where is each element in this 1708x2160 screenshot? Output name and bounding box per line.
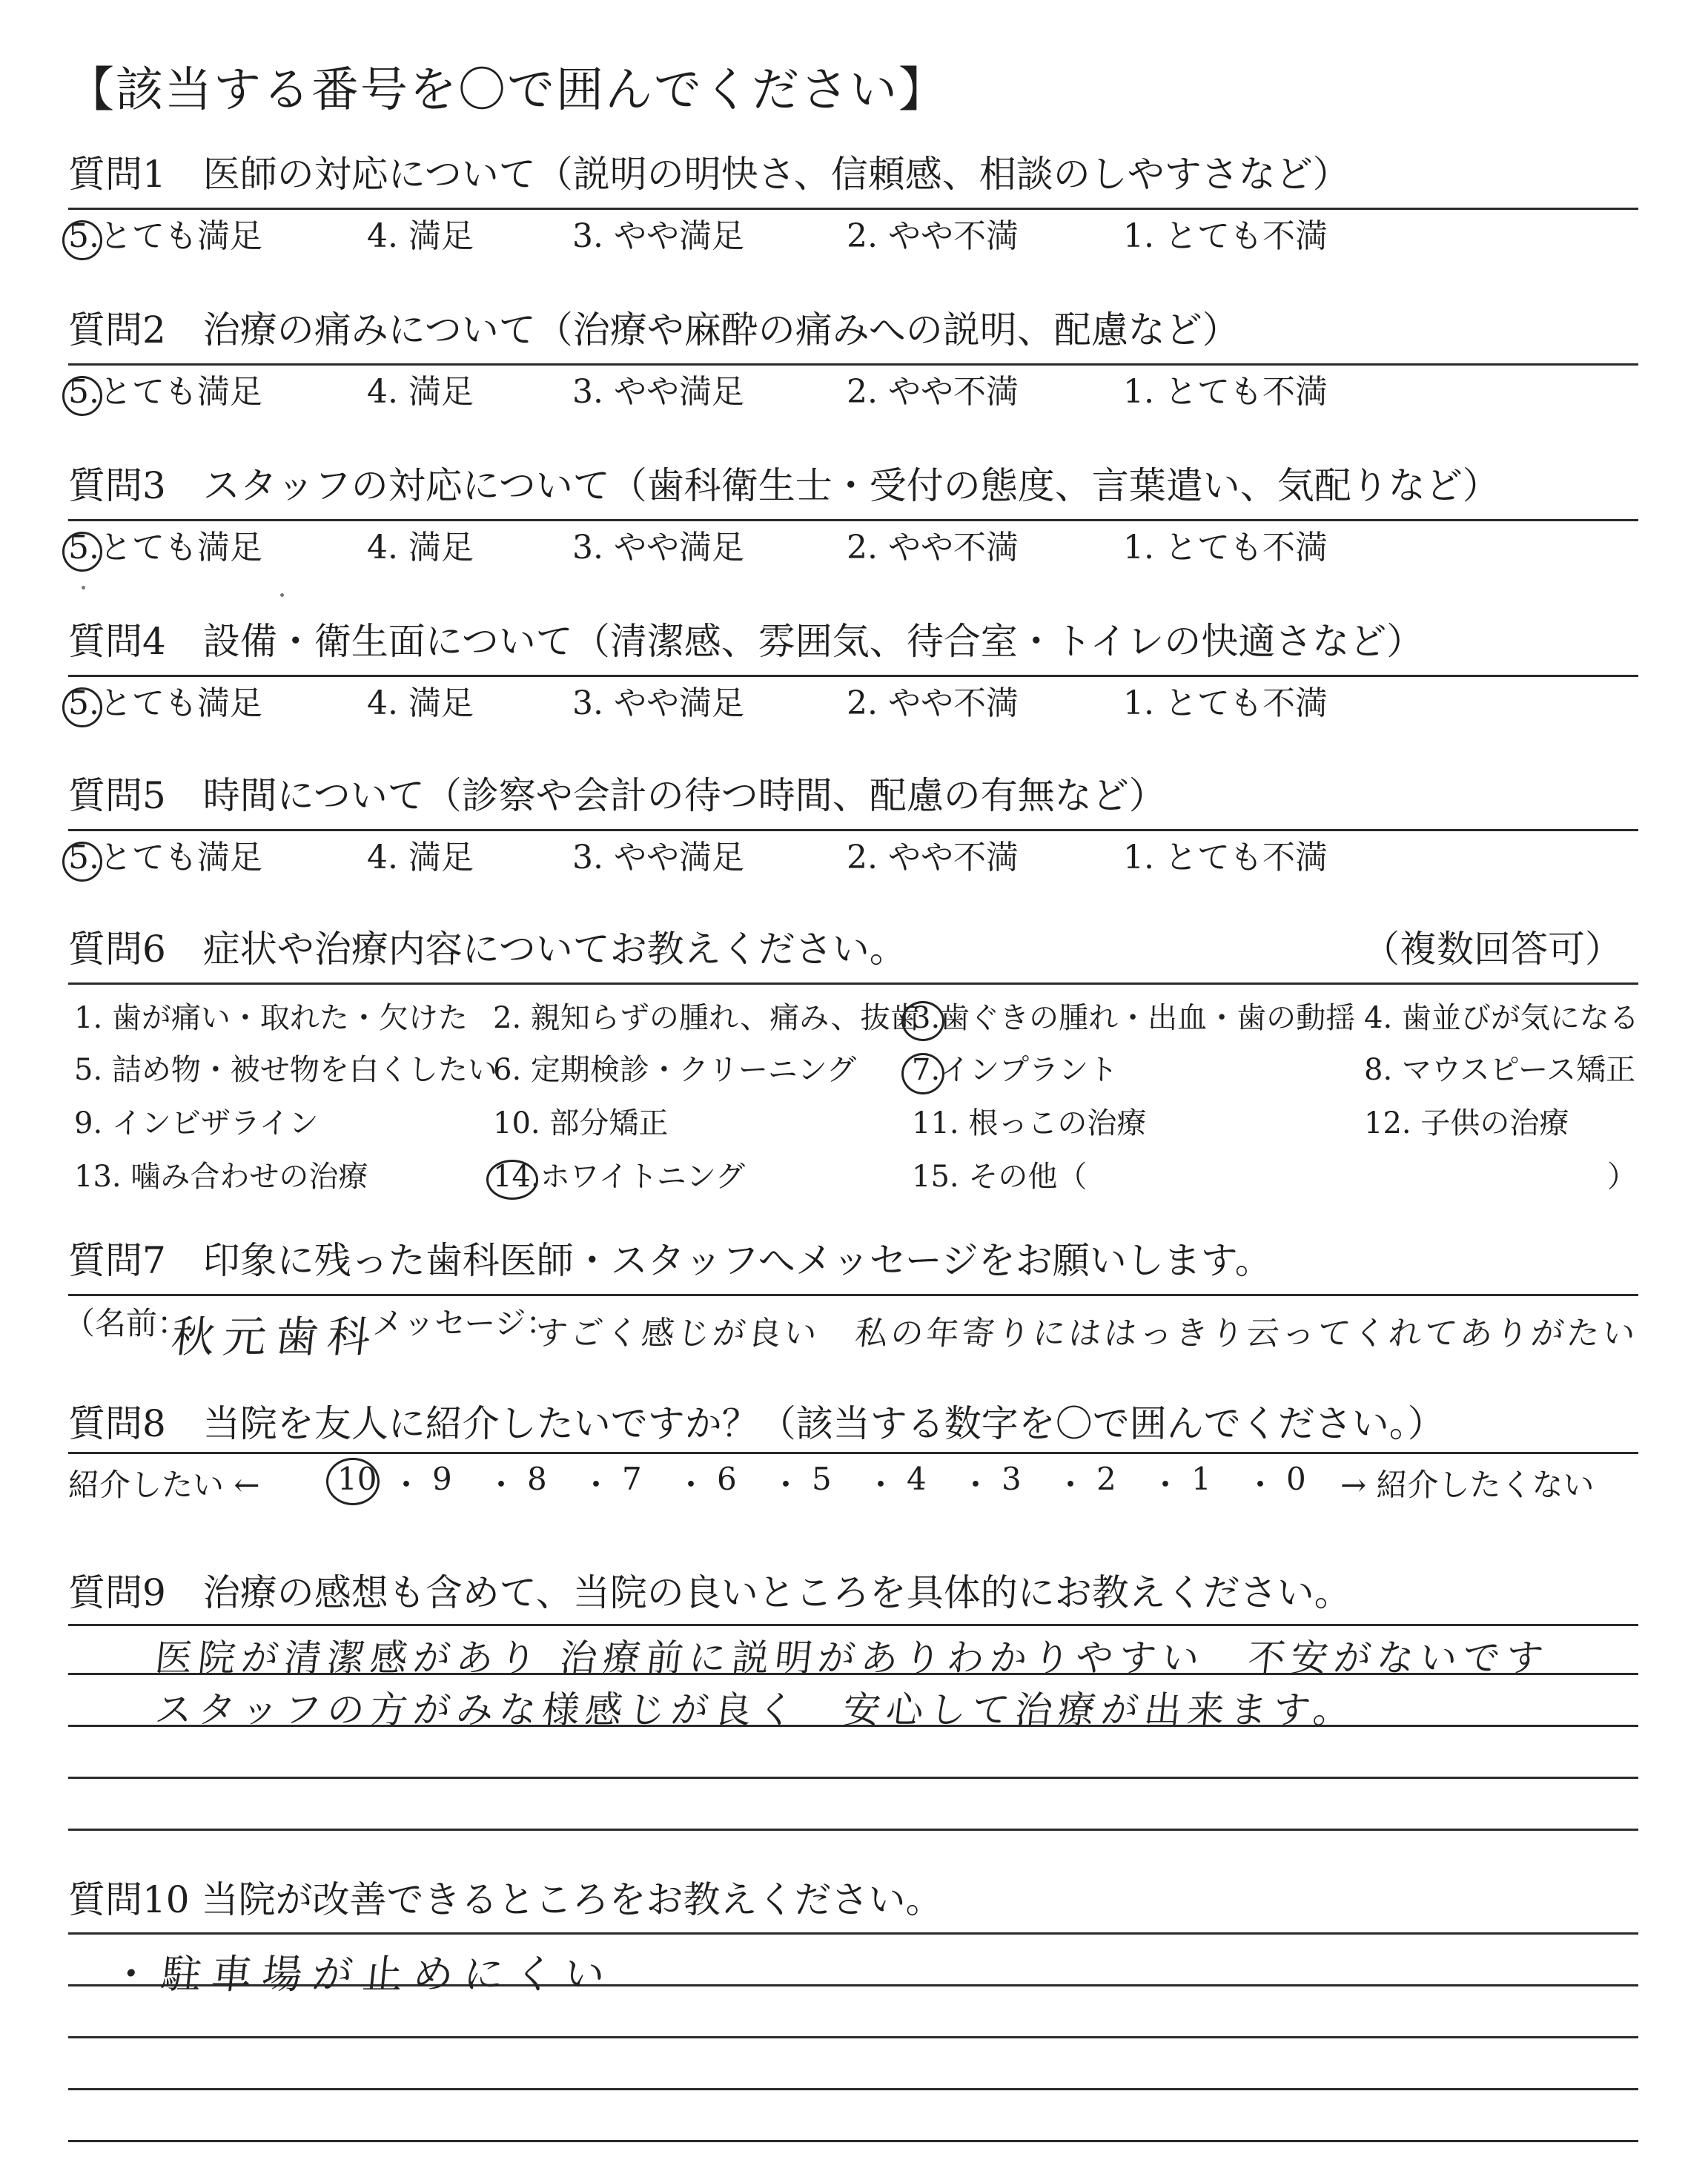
q7-message-label: メッセージ： xyxy=(372,1305,557,1341)
q3-selected-circle xyxy=(62,532,102,572)
q8-scale-separator: ・ xyxy=(960,1467,992,1503)
q8-scale-0[interactable]: 0 xyxy=(1286,1461,1306,1497)
q6-option-3[interactable]: 3.歯ぐきの腫れ・出血・歯の動揺 xyxy=(912,1001,1356,1035)
q2-option-4[interactable]: 4. 満足 xyxy=(367,373,474,411)
form-title: 【該当する番号を〇で囲んでください】 xyxy=(67,63,947,118)
q8-scale-5[interactable]: 5 xyxy=(812,1461,832,1497)
q4-option-4[interactable]: 4. 満足 xyxy=(367,684,474,722)
q8-scale-separator: ・ xyxy=(1245,1467,1277,1503)
q6-option-14[interactable]: 14.ホワイトニング xyxy=(493,1160,746,1194)
q6-option-1[interactable]: 1. 歯が痛い・取れた・欠けた xyxy=(74,1001,468,1035)
q2-option-5[interactable]: 5.とても満足 xyxy=(68,373,262,411)
q1-selected-circle xyxy=(62,220,102,260)
q1-option-3[interactable]: 3. やや満足 xyxy=(572,217,744,255)
q6-option-2[interactable]: 2. 親知らずの腫れ、痛み、抜歯 xyxy=(493,1001,920,1035)
q2-selected-circle xyxy=(62,376,102,416)
q1-option-5[interactable]: 5.とても満足 xyxy=(68,217,262,255)
q7-rule xyxy=(68,1294,1638,1296)
q5-rule xyxy=(68,829,1638,831)
q6-option-16[interactable]: ） xyxy=(1607,1160,1637,1194)
q2-option-1[interactable]: 1. とても不満 xyxy=(1123,373,1328,411)
q8-scale-1[interactable]: 1 xyxy=(1191,1461,1211,1497)
q6-selected-circle-3 xyxy=(901,1001,944,1041)
q1-label: 質問1 医師の対応について（説明の明快さ、信頼感、相談のしやすさなど） xyxy=(68,153,1350,196)
q4-selected-circle xyxy=(62,687,102,727)
q6-label: 質問6 症状や治療内容についてお教えください。 xyxy=(68,928,907,971)
q4-option-1[interactable]: 1. とても不満 xyxy=(1123,684,1328,722)
q2-label: 質問2 治療の痛みについて（治療や麻酔の痛みへの説明、配慮など） xyxy=(68,308,1239,351)
q9-line xyxy=(68,1624,1638,1626)
q3-option-1[interactable]: 1. とても不満 xyxy=(1123,529,1328,567)
q8-left-label: 紹介したい ← xyxy=(68,1467,260,1503)
q3-label: 質問3 スタッフの対応について（歯科衛生士・受付の態度、言葉遣い、気配りなど） xyxy=(68,464,1500,507)
q6-option-5[interactable]: 5. 詰め物・被せ物を白くしたい xyxy=(74,1053,497,1087)
q1-option-2[interactable]: 2. やや不満 xyxy=(847,217,1019,255)
q6-note: （複数回答可） xyxy=(1363,928,1622,971)
q5-selected-circle xyxy=(62,842,102,882)
q6-option-6[interactable]: 6. 定期検診・クリーニング xyxy=(493,1053,857,1087)
q4-option-5[interactable]: 5.とても満足 xyxy=(68,684,262,722)
q5-option-1[interactable]: 1. とても不満 xyxy=(1123,839,1328,876)
q8-scale-separator: ・ xyxy=(486,1467,517,1503)
q6-option-10[interactable]: 10. 部分矯正 xyxy=(493,1106,669,1140)
q4-option-2[interactable]: 2. やや不満 xyxy=(847,684,1019,722)
q9-answer-line-2[interactable]: スタッフの方がみな様感じが良く 安心して治療が出来ます。 xyxy=(153,1688,1359,1731)
q6-option-15[interactable]: 15. その他（ xyxy=(912,1160,1088,1194)
q8-scale-separator: ・ xyxy=(1055,1467,1087,1503)
q4-rule xyxy=(68,675,1638,677)
q6-option-12[interactable]: 12. 子供の治療 xyxy=(1364,1106,1569,1140)
q2-rule xyxy=(68,363,1638,366)
q10-label: 質問10 当院が改善できるところをお教えください。 xyxy=(68,1878,943,1921)
q6-option-4[interactable]: 4. 歯並びが気になる xyxy=(1364,1001,1639,1035)
q8-rule xyxy=(68,1452,1638,1454)
q9-label: 質問9 治療の感想も含めて、当院の良いところを具体的にお教えください。 xyxy=(68,1571,1351,1614)
q8-scale-7[interactable]: 7 xyxy=(622,1461,642,1497)
q1-rule xyxy=(68,208,1638,210)
q9-line xyxy=(68,1829,1638,1831)
q8-scale-8[interactable]: 8 xyxy=(527,1461,547,1497)
q1-option-1[interactable]: 1. とても不満 xyxy=(1123,217,1328,255)
q10-answer-line-1[interactable]: ・駐車場が止めにくい xyxy=(108,1951,618,1998)
q3-option-2[interactable]: 2. やや不満 xyxy=(847,529,1019,567)
q8-scale-separator: ・ xyxy=(770,1467,802,1503)
q6-rule xyxy=(68,982,1638,985)
q8-scale-2[interactable]: 2 xyxy=(1096,1461,1116,1497)
scan-speck xyxy=(280,593,284,597)
q2-option-2[interactable]: 2. やや不満 xyxy=(847,373,1019,411)
q4-label: 質問4 設備・衛生面について（清潔感、雰囲気、待合室・トイレの快適さなど） xyxy=(68,620,1424,663)
q10-line xyxy=(68,2140,1638,2142)
q9-line xyxy=(68,1777,1638,1779)
q8-selected-circle xyxy=(326,1458,380,1505)
q7-message-value[interactable]: すごく感じが良い 私の年寄りにははっきり云ってくれてありがたい xyxy=(532,1315,1641,1353)
q3-option-4[interactable]: 4. 満足 xyxy=(367,529,474,567)
q6-option-11[interactable]: 11. 根っこの治療 xyxy=(912,1106,1147,1140)
q1-option-4[interactable]: 4. 満足 xyxy=(367,217,474,255)
q5-option-4[interactable]: 4. 満足 xyxy=(367,839,474,876)
q8-scale-10[interactable]: 10 xyxy=(337,1461,377,1497)
q6-option-13[interactable]: 13. 噛み合わせの治療 xyxy=(74,1160,368,1194)
q7-name-value[interactable]: 秋元歯科 xyxy=(168,1312,383,1362)
q6-option-8[interactable]: 8. マウスピース矯正 xyxy=(1364,1053,1636,1087)
q10-line xyxy=(68,1932,1638,1935)
q8-scale-separator: ・ xyxy=(580,1467,612,1503)
q8-scale-9[interactable]: 9 xyxy=(432,1461,452,1497)
q8-scale-separator: ・ xyxy=(865,1467,897,1503)
q5-option-3[interactable]: 3. やや満足 xyxy=(572,839,744,876)
q2-option-3[interactable]: 3. やや満足 xyxy=(572,373,744,411)
q8-scale-separator: ・ xyxy=(675,1467,707,1503)
q3-option-3[interactable]: 3. やや満足 xyxy=(572,529,744,567)
q7-name-label: （名前： xyxy=(64,1305,189,1341)
q8-label: 質問8 当院を友人に紹介したいですか？（該当する数字を〇で囲んでください。） xyxy=(68,1402,1445,1445)
q3-option-5[interactable]: 5.とても満足 xyxy=(68,529,262,567)
scan-speck xyxy=(82,586,85,589)
q5-label: 質問5 時間について（診察や会計の待つ時間、配慮の有無など） xyxy=(68,774,1166,817)
q8-scale-6[interactable]: 6 xyxy=(717,1461,737,1497)
q6-option-7[interactable]: 7.インプラント xyxy=(912,1053,1119,1087)
q4-option-3[interactable]: 3. やや満足 xyxy=(572,684,744,722)
q8-scale-4[interactable]: 4 xyxy=(907,1461,927,1497)
q5-option-5[interactable]: 5.とても満足 xyxy=(68,839,262,876)
q8-scale-3[interactable]: 3 xyxy=(1002,1461,1022,1497)
q6-option-9[interactable]: 9. インビザライン xyxy=(74,1106,319,1140)
q8-right-label: → 紹介したくない xyxy=(1340,1467,1595,1503)
q9-answer-line-1[interactable]: 医院が清潔感があり 治療前に説明がありわかりやすい 不安がないです xyxy=(153,1636,1552,1680)
q10-line xyxy=(68,2036,1638,2038)
q8-scale-separator: ・ xyxy=(391,1467,423,1503)
q10-line xyxy=(68,2088,1638,2090)
q5-option-2[interactable]: 2. やや不満 xyxy=(847,839,1019,876)
q3-rule xyxy=(68,519,1638,521)
q6-selected-circle-7 xyxy=(901,1053,944,1094)
q7-label: 質問7 印象に残った歯科医師・スタッフへメッセージをお願いします。 xyxy=(68,1239,1272,1282)
q6-selected-circle-14 xyxy=(486,1160,538,1200)
q8-scale-separator: ・ xyxy=(1150,1467,1182,1503)
